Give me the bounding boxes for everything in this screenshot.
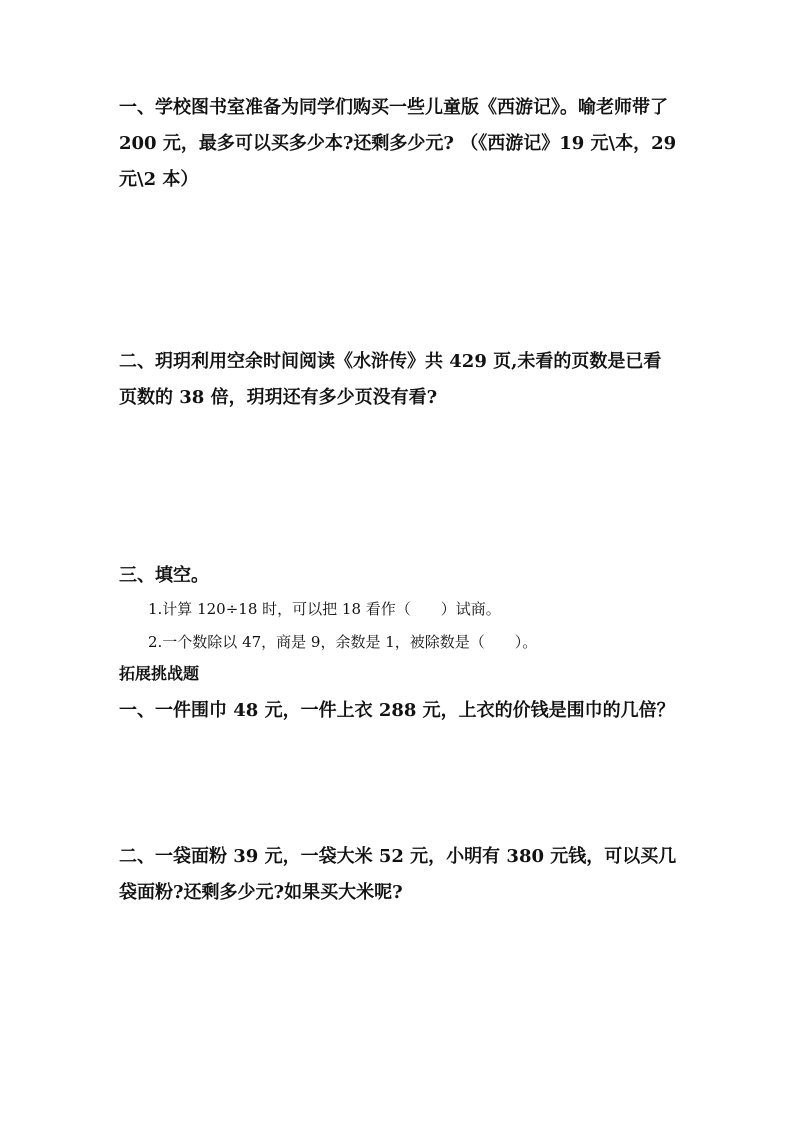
question-2: 二、玥玥利用空余时间阅读《水浒传》共 429 页,未看的页数是已看页数的 38 倍，玥玥还有多少页没有看?: [119, 351, 662, 408]
fill-blank-title: 三、填空。: [119, 565, 209, 586]
extension-question-2: 二、一袋面粉 39 元，一袋大米 52 元，小明有 380 元钱，可以买几袋面粉?还剩多少元?如果买大米呢?: [119, 846, 677, 903]
fill-blank-item-1: 1.计算 120÷18 时，可以把 18 看作（ ）试商。: [148, 600, 501, 618]
extension-question-1: 一、一件围巾 48 元，一件上衣 288 元，上衣的价钱是围巾的几倍？: [119, 700, 675, 721]
extension-title: 拓展挑战题: [119, 664, 200, 683]
fill-blank-item-2: 2.一个数除以 47，商是 9，余数是 1，被除数是（ ）。: [148, 633, 538, 651]
question-1: 一、学校图书室准备为同学们购买一些儿童版《西游记》。喻老师带了 200 元，最多可以买多少本?还剩多少元? （《西游记》19 元\本，29 元\2 本）: [119, 97, 677, 190]
